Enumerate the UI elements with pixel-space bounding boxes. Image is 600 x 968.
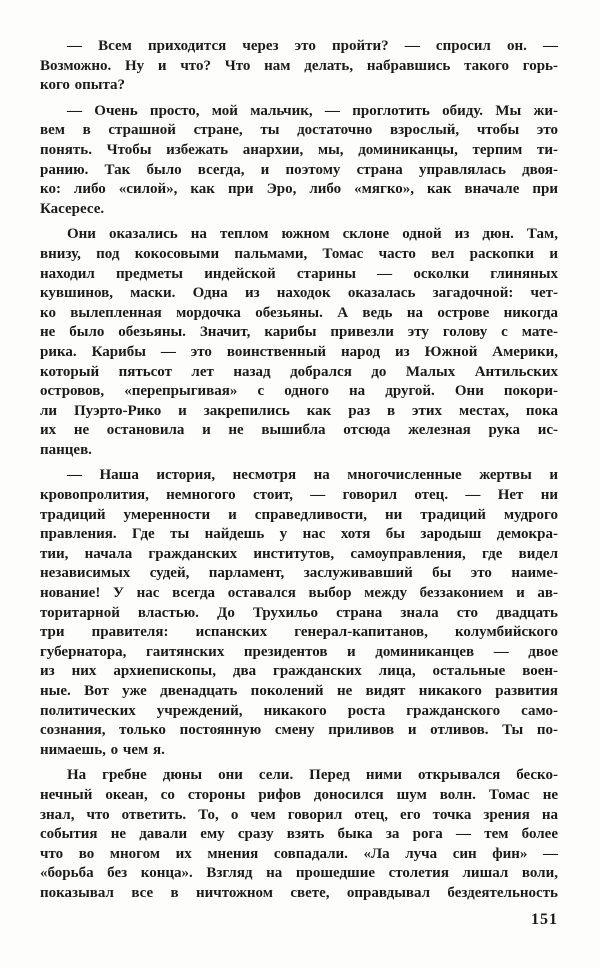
paragraph: [40, 37, 558, 96]
text-line: из них архиепископы, два гражданских лица, остальные воен-: [40, 663, 558, 680]
text-line: ные. Вот уже двенадцать поколений не видят никакого развития: [40, 683, 558, 699]
text-line: понять. Чтобы избежать анархии, мы, доминиканцы, терпим ти-: [40, 141, 558, 158]
paragraph: [40, 102, 558, 220]
text-line: Они оказались на теплом южном склоне одной из дюн. Там,: [67, 226, 558, 243]
text-line: находил предметы индейской старины — осколки глиняных: [40, 265, 558, 282]
text-line: — Наша история, несмотря на многочисленные жертвы и: [67, 467, 558, 484]
text-line: ли Пуэрто-Рико и закрепились как раз в этих местах, пока: [40, 402, 558, 419]
text-line: независимых судей, парламент, заслуживавший бы это наиме-: [40, 565, 558, 582]
text-line: кого опыта?: [40, 77, 126, 94]
text-line: события не давали ему сразу взять быка за рога — тем более: [40, 826, 558, 843]
text-line: что во многом их мнения совпадали. «Ла луча син фин» —: [40, 845, 558, 862]
text-line: — Всем приходится через это пройти? — спросил он. —: [67, 38, 558, 54]
text-line: тии, начала гражданских институтов, самоуправления, где видел: [40, 545, 558, 562]
text-line: кувшинов, маски. Одна из находок оказалась загадочной: чет-: [40, 285, 558, 302]
text-line: ко вылепленная мордочка обезьяны. А ведь на острове никогда: [40, 304, 558, 321]
text-line: нование! У нас всегда оставался выбор между беззаконием и ав-: [40, 585, 558, 602]
text-line: кровопролития, немногого стоит, — говорил отец. — Нет ни: [40, 487, 558, 504]
text-line: губернатора, гаитянских президентов и доминиканцев — двое: [40, 643, 558, 660]
text-line: три правителя: испанских генерал-капитанов, колумбийского: [40, 624, 558, 641]
text-line: нечный океан, со стороны рифов доносился шум волн. Томас не: [40, 786, 558, 803]
text-line: политических учреждений, никакого роста гражданского само-: [40, 702, 558, 719]
text-line: не было обезьяны. Значит, карибы привезли эту голову с мате-: [40, 324, 558, 341]
text-line: островов, «перепрыгивая» с одного на другой. Они покори-: [40, 383, 558, 400]
text-line: сознания, только постоянную смену приливов и отливов. Ты по-: [40, 722, 558, 739]
text-line: «борьба без конца». Взгляд на прошедшие столетия лишал воли,: [40, 865, 558, 882]
text-block: [40, 37, 558, 904]
text-line: нимаешь, о чем я.: [40, 741, 165, 758]
text-line: традиций умеренности и справедливости, ни традиций мудрого: [40, 506, 558, 523]
text-line: знал, что ответить. То, о чем говорил отец, его точка зрения на: [40, 806, 558, 823]
text-line: вем в страшной стране, ты достаточно взрослый, чтобы это: [40, 122, 558, 139]
text-line: их не остановила и не вышибла отсюда железная рука ис-: [40, 422, 558, 439]
paragraph: [40, 225, 558, 460]
text-line: который пятьсот лет назад добрался до Малых Антильских: [40, 363, 558, 380]
text-line: рика. Карибы — это воинственный народ из Южной Америки,: [40, 343, 558, 360]
text-line: — Очень просто, мой мальчик, — проглотить обиду. Мы жи-: [67, 102, 558, 119]
text-line: торитарной властью. До Трухильо страна знала сто двадцать: [40, 604, 558, 621]
text-line: На гребне дюны они сели. Перед ними открывался беско-: [67, 767, 558, 784]
paragraph: [40, 766, 558, 903]
text-line: ко: либо «силой», как при Эро, либо «мягко», как вначале при: [40, 181, 558, 198]
text-line: панцев.: [40, 441, 92, 458]
text-line: Возможно. Ну и что? Что нам делать, набравшись такого горь-: [40, 57, 558, 74]
page-number: 151: [531, 911, 558, 928]
paragraph: [40, 466, 558, 760]
text-line: Касересе.: [40, 200, 105, 217]
text-line: показывал все в ничтожном свете, оправдывал бездеятельность: [40, 884, 558, 901]
text-line: ранию. Так было всегда, и поэтому страна управлялась двоя-: [40, 161, 558, 178]
text-line: внизу, под кокосовыми пальмами, Томас часто вел раскопки и: [40, 245, 558, 262]
text-line: правления. Где ты найдешь у нас хотя бы зародыш демокра-: [40, 526, 558, 543]
